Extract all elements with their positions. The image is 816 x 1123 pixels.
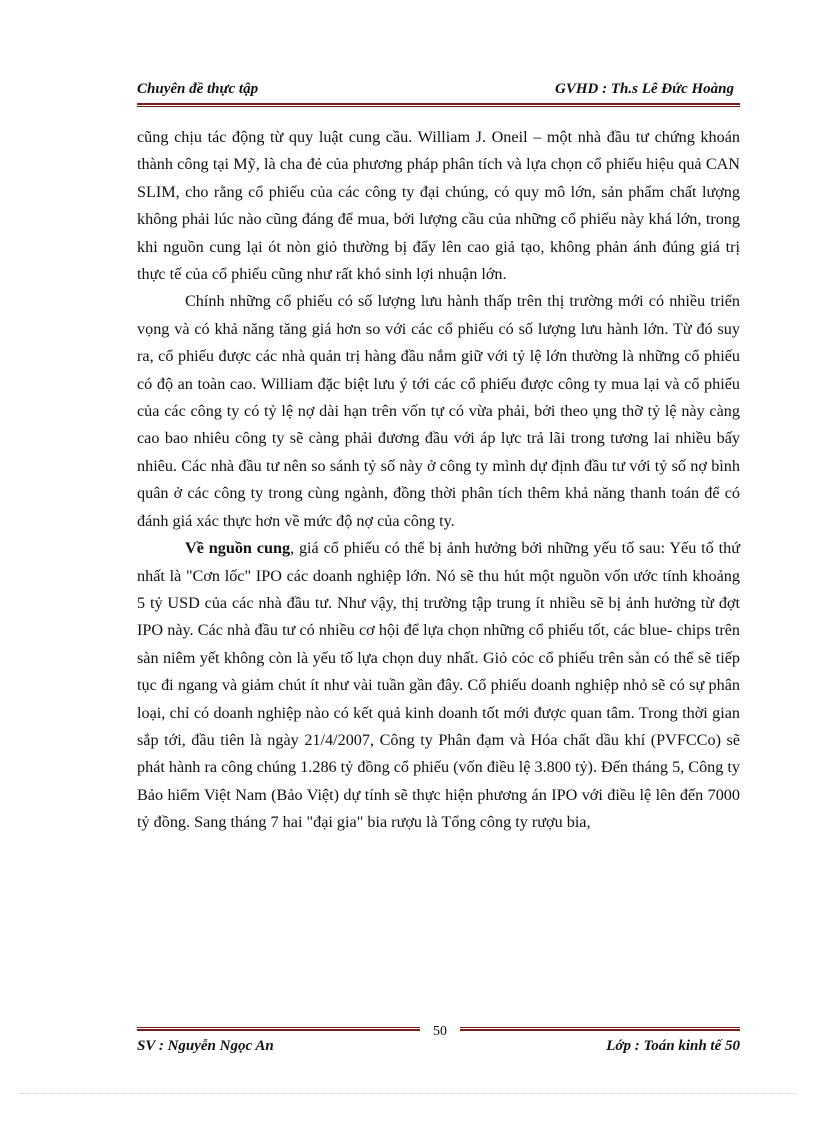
- header-divider: [137, 103, 740, 107]
- page-header: [137, 79, 740, 101]
- paragraph-2: Chính những cổ phiếu có số lượng lưu hành thấp trên thị trường mới có nhiều triển vọng và có khả năng tăng giá hơn so với các cổ phiếu có số lượng lưu hành lớn. Từ đó suy ra, cổ phiếu được các nhà quản trị hàng đầu nắm giữ với tỷ lệ lớn thường là những cổ phiếu có độ an toàn cao. William đặc biệt lưu ý tới các cổ phiếu được công ty mua lại và cổ phiếu của các công ty có tỷ lệ nợ dài hạn trên vốn tự có vừa phải, bởi theo ụng thỡ tỷ lệ này càng cao bao nhiêu công ty sẽ càng phải đương đầu với áp lực trả lãi trong tương lai nhiều bấy nhiêu. Các nhà đầu tư nên so sánh tỷ số này ở công ty mình dự định đầu tư với tỷ số nợ bình quân ở các công ty trong cùng ngành, đồng thời phân tích thêm khả năng thanh toán để có đánh giá xác thực hơn về mức độ nợ của công ty.: [137, 292, 740, 530]
- footer-class: Lớp : Toán kinh tế 50: [606, 1038, 740, 1054]
- page-edge-divider: [20, 1093, 796, 1094]
- paragraph-3-text: , giá cổ phiếu có thể bị ảnh hưởng bởi những yếu tố sau: Yếu tố thứ nhất là "Cơn lốc" IPO các doanh nghiệp lớn. Nó sẽ thu hút một nguồn vốn ước tính khoảng 5 tỷ USD của các nhà đầu tư. Như vậy, thị trường tập trung ít nhiều sẽ bị ảnh hưởng từ đợt IPO này. Các nhà đầu tư có nhiều cơ hội để lựa chọn những cổ phiếu tốt, các blue- chips trên sàn niêm yết không còn là yếu tố lựa chọn duy nhất. Giỏ cỏc cổ phiếu trên sàn có thể sẽ tiếp tục đi ngang và giảm chút ít như vài tuần gần đây. Cổ phiếu doanh nghiệp nhỏ sẽ có sự phân loại, chỉ có doanh nghiệp nào có kết quả kinh doanh tốt mới được quan tâm. Trong thời gian sắp tới, đầu tiên là ngày 21/4/2007, Công ty Phân đạm và Hóa chất dầu khí (PVFCCo) sẽ phát hành ra công chúng 1.286 tỷ đồng cổ phiếu (vốn điều lệ 3.800 tỷ). Đến tháng 5, Công ty Bảo hiểm Việt Nam (Bảo Việt) dự tính sẽ thực hiện phương án IPO với điều lệ lên đến 7000 tỷ đồng. Sang tháng 7 hai "đại gia" bia rượu là Tổng công ty rượu bia,: [137, 539, 740, 832]
- footer-student: SV : Nguyễn Ngọc An: [137, 1038, 274, 1054]
- header-title: Chuyên đề thực tập: [137, 81, 259, 97]
- header-supervisor: GVHD : Th.s Lê Đức Hoàng: [555, 81, 734, 97]
- paragraph-3: [137, 535, 740, 836]
- paragraph-1: cũng chịu tác động từ quy luật cung cầu. William J. Oneil – một nhà đầu tư chứng khoán thành công tại Mỹ, là cha đẻ của phương pháp phân tích và lựa chọn cổ phiếu hiệu quả CAN SLIM, cho rằng cổ phiếu của các công ty đại chúng, có quy mô lớn, sản phẩm chất lượng không phải lúc nào cũng đáng để mua, bởi lượng cầu của những cổ phiếu này khá lớn, trong khi nguồn cung lại ót nòn giỏ thường bị đẩy lên cao giả tạo, không phản ánh đúng giá trị thực tế của cổ phiếu cũng như rất khó sinh lợi nhuận lớn.: [137, 128, 740, 284]
- paragraph-3-heading: Về nguồn cung: [185, 539, 291, 558]
- page-number: 50: [420, 1024, 460, 1040]
- page-footer: [137, 1034, 740, 1058]
- document-body: [137, 124, 740, 837]
